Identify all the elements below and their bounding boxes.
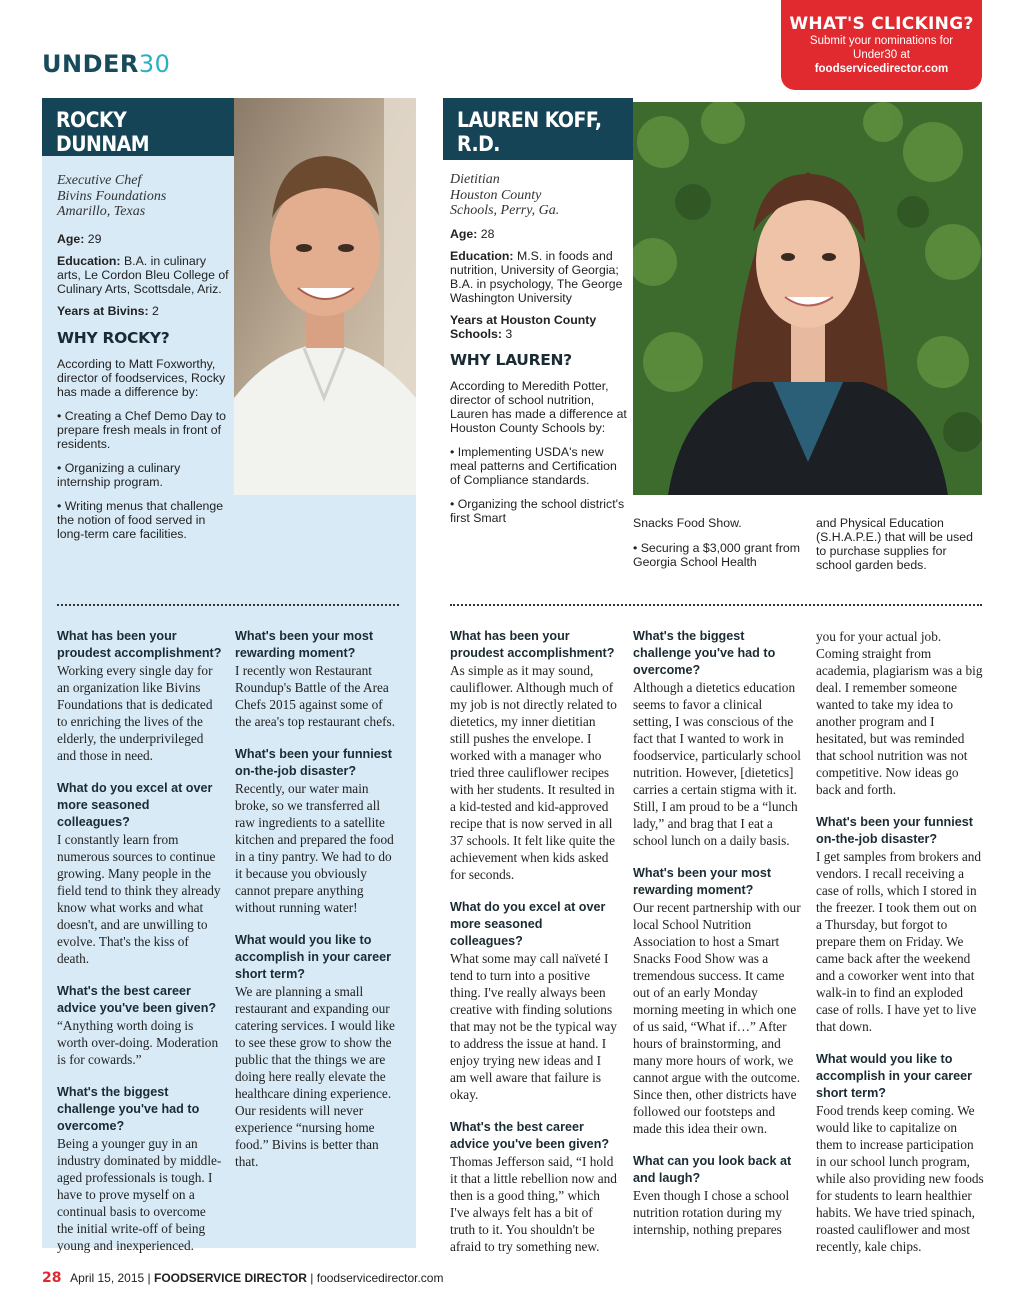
rocky-photo	[234, 98, 416, 495]
profile-years: Years at Bivins: 2	[57, 303, 159, 318]
question: What's the biggest challenge you've had to overcome?	[57, 1085, 200, 1133]
rocky-qa-column-2	[235, 628, 400, 1170]
profile-role: Dietitian Houston County Schools, Perry, Ga.	[450, 172, 560, 218]
lauren-qa-column-1	[450, 628, 618, 1255]
question: What has been your proudest accomplishment?	[450, 629, 615, 660]
profile-education: Education: B.A. in culinary arts, Le Cordon Bleu College of Culinary Arts, Scottsdale, Ariz.	[57, 253, 229, 296]
profile-role: Executive Chef Bivins Foundations Amarillo, Texas	[57, 173, 167, 219]
question: What can you look back at and laugh?	[633, 1154, 792, 1185]
question: What's the best career advice you've been given?	[450, 1120, 610, 1151]
profile-education: Education: M.S. in foods and nutrition, University of Georgia; B.A. in psychology, The George Washington University	[450, 248, 623, 305]
answer: Our recent partnership with our local School Nutrition Association to host a Smart Snacks Food Show was a tremendous success. It came out of an early Monday morning meeting in which one of us said, “What if…” After hours of brainstorming, and many more hours of work, we cannot argue with the outcome. Since then, other districts have followed our footsteps and made this idea their own.	[633, 900, 801, 1136]
why-bullet: • Organizing a culinary internship program.	[57, 460, 181, 489]
answer: As simple as it may sound, cauliflower. Although much of my job is not directly related to dietetics, my inner dietitian still pushes the envelope. I worked with a manager who tried three cauliflower recipes with her students. It resulted in a kid-tested and kid-approved recipe that is now served in all 37 schools. It felt like quite the achievement when kids asked for seconds.	[450, 663, 617, 882]
lauren-qa-column-3	[816, 628, 984, 1255]
nominations-promo[interactable]	[781, 0, 982, 90]
why-bullet: • Implementing USDA's new meal patterns and Certification of Compliance standards.	[450, 444, 617, 487]
issue-date: April 15, 2015 |	[70, 1271, 151, 1285]
answer: Recently, our water main broke, so we transferred all raw ingredients to a satellite kitchen and prepared the food in a tiny pantry. We had to do it because you obviously cannot prepare anything without running water!	[235, 781, 394, 915]
question: What would you like to accomplish in your career short term?	[816, 1052, 973, 1100]
answer: Even though I chose a school nutrition rotation during my internship, nothing prepares	[633, 1188, 790, 1237]
question: What's been your most rewarding moment?	[235, 629, 374, 660]
why-heading: WHY LAUREN?	[450, 350, 572, 369]
why-bullet: • Writing menus that challenge the notion of food served in long-term care facilities.	[57, 498, 224, 541]
page-number: 28	[42, 1270, 62, 1286]
question: What's the biggest challenge you've had to overcome?	[633, 629, 776, 677]
page-footer	[42, 1270, 443, 1286]
rocky-name-bar	[42, 98, 234, 156]
lauren-photo	[633, 102, 982, 495]
why-intro: According to Meredith Potter, director of school nutrition, Lauren has made a difference at Houston County Schools by:	[450, 378, 627, 435]
footer-separator: |	[310, 1271, 314, 1285]
rocky-qa-column-1	[57, 628, 222, 1254]
question: What's the best career advice you've been given?	[57, 984, 217, 1015]
answer: Although a dietetics education seems to favor a clinical setting, I was conscious of the fact that I wanted to work in foodservice, particularly school nutrition. However, [dietetics] carries a certain stigma with it. Still, I am proud to be a “lunch lady,” and brag that I eat a school lunch on a daily basis.	[633, 680, 801, 848]
logo-text: UNDER	[42, 50, 139, 78]
question: What's been your most rewarding moment?	[633, 866, 772, 897]
profile-years: Years at Houston County Schools: 3	[450, 312, 597, 341]
question: What do you excel at over more seasoned colleagues?	[57, 781, 213, 829]
why-heading: WHY ROCKY?	[57, 328, 170, 347]
why-intro: According to Matt Foxworthy, director of foodservices, Rocky has made a difference by:	[57, 356, 226, 399]
answer: Working every single day for an organization like Bivins Foundations that is dedicated to enriching the lives of the elderly, the underprivileged and those in need.	[57, 663, 213, 763]
question: What's been your funniest on-the-job disaster?	[235, 747, 392, 778]
lauren-bullets-continued-1	[633, 516, 801, 569]
question: What has been your proudest accomplishment?	[57, 629, 222, 660]
why-bullet: • Creating a Chef Demo Day to prepare fresh meals in front of residents.	[57, 408, 227, 451]
question: What would you like to accomplish in your career short term?	[235, 933, 392, 981]
promo-line: Submit your nominations for	[809, 35, 954, 47]
rocky-info	[57, 173, 232, 541]
answer: I constantly learn from numerous sources to continue growing. Many people in the field tend to think they already know what works and what doesn't, and are unwilling to evolve. That's the kiss of death.	[57, 832, 221, 966]
answer: We are planning a small restaurant and expanding our catering services. I would like to see these grow to show the public that the things we are doing here really elevate the healthcare dining experience. Our residents will never experience “nursing home food.” Bivins is better than that.	[235, 984, 395, 1169]
promo-site-link[interactable]: foodservicedirector.com	[814, 63, 949, 75]
question: What's been your funniest on-the-job disaster?	[816, 815, 973, 846]
chef-portrait-image	[234, 98, 416, 495]
promo-line: Under30 at	[853, 49, 910, 61]
question: What do you excel at over more seasoned colleagues?	[450, 900, 606, 948]
answer: Food trends keep coming. We would like to capitalize on them to increase participation in our school lunch program, while also providing new foods for students to learn healthier habits. We have tried spinach, roasted cauliflower and most recently, kale chips.	[816, 1103, 984, 1254]
why-bullet-continued: Snacks Food Show.	[633, 516, 742, 530]
why-bullet-continued: and Physical Education (S.H.A.P.E.) that will be used to purchase supplies for school garden beds.	[816, 516, 973, 572]
answer: I recently won Restaurant Roundup's Battle of the Area Chefs 2015 against some of the area's top restaurant chefs.	[235, 663, 396, 729]
lauren-name-bar	[443, 98, 633, 160]
publication-name: FOODSERVICE DIRECTOR	[154, 1271, 307, 1285]
lauren-bullets-continued-2	[816, 516, 976, 572]
why-bullet: • Securing a $3,000 grant from Georgia School Health	[633, 541, 800, 569]
answer-continued: you for your actual job. Coming straight from academia, plagiarism was a big deal. I remember someone wanted to take my idea to another program and I hesitated, but was reminded that school nutrition was not competitive. Now ideas go back and forth.	[816, 629, 983, 797]
answer: What some may call naïveté I tend to turn into a positive thing. I've really always been creative with finding solutions that may not be the typical way to address the issue at hand. I enjoy trying new ideas and I am well aware that failure is okay.	[450, 951, 617, 1102]
answer: Thomas Jefferson said, “I hold it that a little rebellion now and then is a good thing,” which I've always felt has a bit of truth to it. You shouldn't be afraid to try something new.	[450, 1154, 617, 1254]
logo-number: 30	[138, 50, 171, 78]
profile-name: LAUREN KOFF, R.D.	[457, 108, 602, 156]
answer: “Anything worth doing is worth over-doing. Moderation is for cowards.”	[57, 1018, 219, 1067]
section-divider	[57, 604, 399, 606]
profile-age: Age: 28	[450, 226, 495, 241]
why-bullet: • Organizing the school district's first Smart	[450, 496, 625, 525]
section-logo	[42, 50, 170, 78]
promo-title: WHAT'S CLICKING?	[789, 14, 974, 34]
dietitian-portrait-image	[633, 102, 982, 495]
lauren-info	[450, 172, 628, 525]
profile-name: ROCKY DUNNAM	[56, 108, 150, 156]
profile-age: Age: 29	[57, 231, 102, 246]
answer: I get samples from brokers and vendors. I recall receiving a case of rolls, which I stored in the freezer. I took them out on a Thursday, but forgot to prepare them on Friday. We came back after the weekend and a coworker went into that walk-in to find an exploded case of rolls. I have yet to live that down.	[816, 849, 982, 1034]
footer-site-link[interactable]: foodservicedirector.com	[316, 1271, 444, 1285]
answer: Being a younger guy in an industry dominated by middle-aged professionals is tough. I have to prove myself on a continual basis to overcome the initial write-off of being young and inexperienced.	[57, 1136, 222, 1253]
section-divider	[450, 604, 982, 606]
lauren-qa-column-2	[633, 628, 801, 1238]
